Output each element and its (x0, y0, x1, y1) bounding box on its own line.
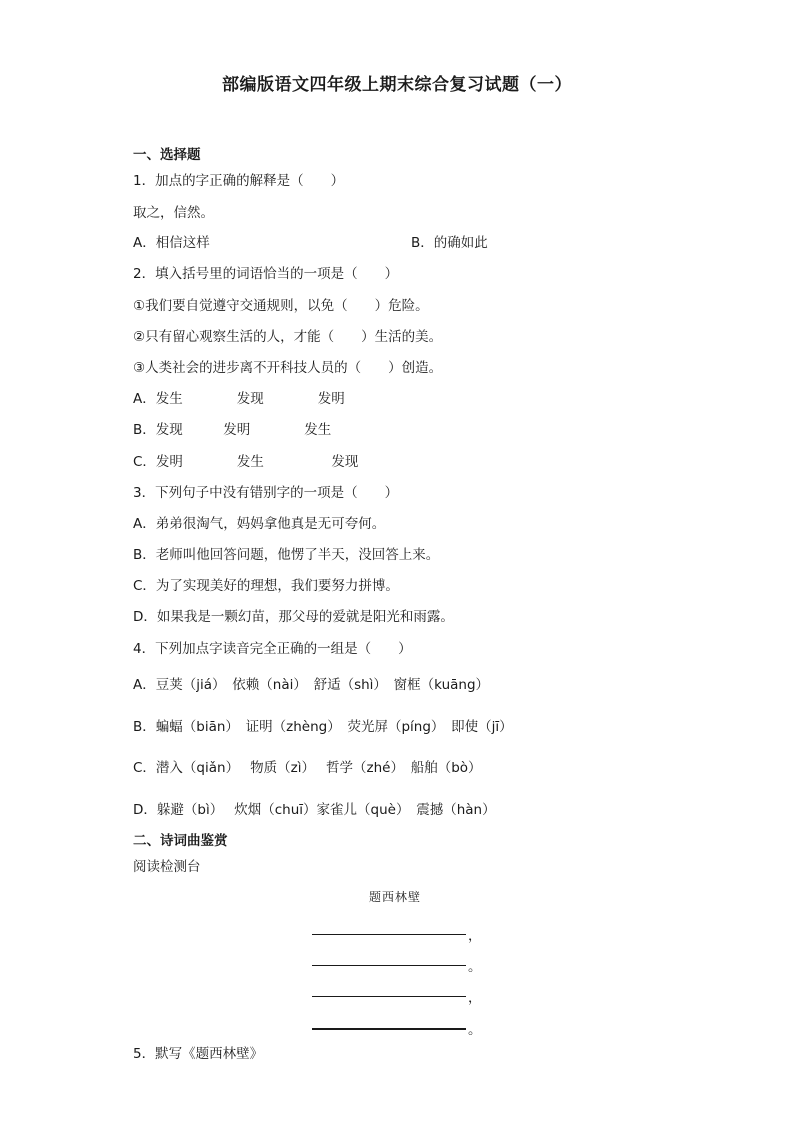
q2-sentence-1: ①我们要自觉遵守交通规则，以免（ ）危险。 (133, 298, 429, 314)
q2-option-c[interactable]: C．发明 发生 发现 (133, 454, 359, 470)
section1-heading: 一、选择题 (133, 147, 201, 163)
q1-option-a[interactable]: A．相信这样 (133, 235, 210, 251)
q3-option-d[interactable]: D．如果我是一颗幻苗，那父母的爱就是阳光和雨露。 (133, 609, 454, 625)
q1-text: 取之，信然。 (133, 205, 214, 221)
poem-blank-line-2[interactable] (312, 953, 482, 975)
blank-punctuation: 。 (468, 959, 482, 975)
section2-heading: 二、诗词曲鉴赏 (133, 833, 228, 849)
q2-option-b[interactable]: B．发现 发明 发生 (133, 422, 332, 438)
section2-intro: 阅读检测台 (133, 859, 201, 875)
answer-blank[interactable] (312, 922, 466, 935)
q2-sentence-3: ③人类社会的进步离不开科技人员的（ ）创造。 (133, 360, 443, 376)
q1-stem: 1．加点的字正确的解释是（ ） (133, 173, 345, 189)
blank-punctuation: ， (468, 928, 482, 944)
poem-blank-line-1[interactable] (312, 922, 482, 944)
page-title: 部编版语文四年级上期末综合复习试题（一） (222, 75, 572, 95)
q3-option-c[interactable]: C．为了实现美好的理想，我们要努力拼博。 (133, 578, 399, 594)
q4-option-c[interactable]: C．潜入（qiǎn） 物质（zì） 哲学（zhé） 船舶（bò） (133, 760, 482, 776)
q1-option-b[interactable]: B．的确如此 (411, 235, 488, 251)
q2-stem: 2．填入括号里的词语恰当的一项是（ ） (133, 266, 399, 282)
answer-blank[interactable] (312, 984, 466, 997)
poem-title: 题西林壁 (369, 890, 422, 904)
q4-option-d[interactable]: D．躲避（bì） 炊烟（chuī）家雀儿（què） 震撼（hàn） (133, 802, 496, 818)
q4-option-b[interactable]: B．蝙蝠（biān） 证明（zhèng） 荧光屏（píng） 即使（jī） (133, 719, 513, 735)
blank-punctuation: ， (468, 990, 482, 1006)
poem-blank-line-4[interactable] (312, 1016, 482, 1038)
q3-option-b[interactable]: B．老师叫他回答问题，他愣了半天，没回答上来。 (133, 547, 440, 563)
q2-option-a[interactable]: A．发生 发现 发明 (133, 391, 345, 407)
blank-punctuation: 。 (468, 1022, 482, 1038)
answer-blank[interactable] (312, 953, 466, 966)
q4-stem: 4．下列加点字读音完全正确的一组是（ ） (133, 641, 412, 657)
q3-option-a[interactable]: A．弟弟很淘气，妈妈拿他真是无可夸何。 (133, 516, 386, 532)
q3-stem: 3．下列句子中没有错别字的一项是（ ） (133, 485, 399, 501)
q4-option-a[interactable]: A．豆荚（jiá） 依赖（nài） 舒适（shì） 窗框（kuāng） (133, 677, 490, 693)
q2-sentence-2: ②只有留心观察生活的人，才能（ ）生活的美。 (133, 329, 443, 345)
poem-blank-line-3[interactable] (312, 984, 482, 1006)
q5-stem: 5．默写《题西林壁》 (133, 1046, 264, 1062)
answer-blank[interactable] (312, 1016, 466, 1030)
